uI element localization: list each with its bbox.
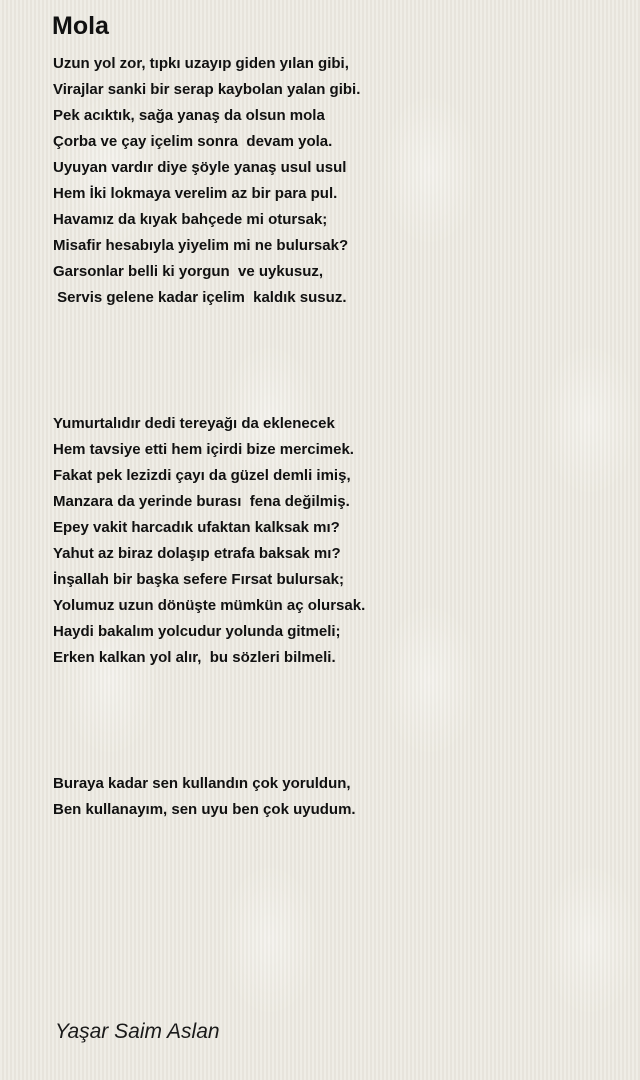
poem-line: Ben kullanayım, sen uyu ben çok uyudum. xyxy=(53,801,356,818)
poem-line: Uzun yol zor, tıpkı uzayıp giden yılan gibi, xyxy=(53,55,349,72)
poem-line: Hem tavsiye etti hem içirdi bize mercimek. xyxy=(53,441,354,458)
poem-line: Servis gelene kadar içelim kaldık susuz. xyxy=(53,289,347,306)
stanza-3 xyxy=(53,771,356,823)
poem-line: Pek acıktık, sağa yanaş da olsun mola xyxy=(53,107,325,124)
poem-title: Mola xyxy=(52,12,109,40)
poem-line: Haydi bakalım yolcudur yolunda gitmeli; xyxy=(53,623,341,640)
poem-line: Yahut az biraz dolaşıp etrafa baksak mı? xyxy=(53,545,341,562)
poem-line: İnşallah bir başka sefere Fırsat bulursak; xyxy=(53,571,344,588)
poem-line: Hem İki lokmaya verelim az bir para pul. xyxy=(53,185,338,202)
poem-line: Uyuyan vardır diye şöyle yanaş usul usul xyxy=(53,159,347,176)
poem-line: Fakat pek lezizdi çayı da güzel demli imiş, xyxy=(53,467,351,484)
poem-line: Manzara da yerinde burası fena değilmiş. xyxy=(53,493,350,510)
poem-line: Havamız da kıyak bahçede mi otursak; xyxy=(53,211,328,228)
poem-author: Yaşar Saim Aslan xyxy=(55,1020,220,1043)
poem-line: Garsonlar belli ki yorgun ve uykusuz, xyxy=(53,263,324,280)
poem-line: Çorba ve çay içelim sonra devam yola. xyxy=(53,133,333,150)
stanza-2 xyxy=(53,411,365,671)
poem-line: Yumurtalıdır dedi tereyağı da eklenecek xyxy=(53,415,335,432)
poem-line: Yolumuz uzun dönüşte mümkün aç olursak. xyxy=(53,597,366,614)
poem-line: Buraya kadar sen kullandın çok yoruldun, xyxy=(53,775,351,792)
poem-line: Erken kalkan yol alır, bu sözleri bilmeli. xyxy=(53,649,336,666)
poem-line: Misafir hesabıyla yiyelim mi ne bulursak? xyxy=(53,237,349,254)
poem-line: Virajlar sanki bir serap kaybolan yalan gibi. xyxy=(53,81,361,98)
poem-line: Epey vakit harcadık ufaktan kalksak mı? xyxy=(53,519,340,536)
stanza-1 xyxy=(53,51,360,311)
